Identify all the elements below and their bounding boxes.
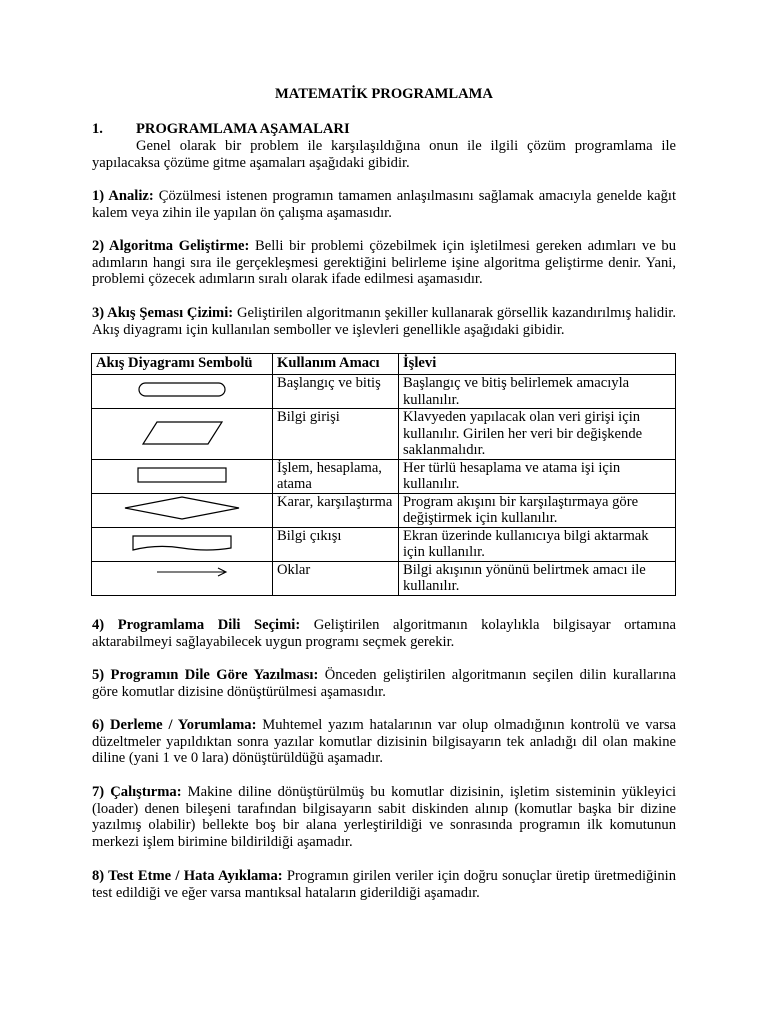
step-text: Çözülmesi istenen programın tamamen anlaşılmasını sağlamak amacıyla genelde kağıt kalem veya zihin ile yapılan ön çalışma aşamasıdır. xyxy=(92,188,677,221)
use-cell: Karar, karşılaştırma xyxy=(273,493,399,527)
step-text: Geliştirilen algoritmanın şekiller kullanarak görsellik kazandırılmış halidir. Akış diyagramı için kullanılan semboller ve işlevleri genellikle aşağıdaki gibidir. xyxy=(92,305,676,338)
step-text: Muhtemel yazım hatalarının var olup olmadığının kontrolü ve varsa düzeltmeler yapıldıktan sonra yazılar komutlar dizisinin bilgisayarın tek anladığı dil olan makine diline (yani 1 ve 0 lara) dönüştürüldüğü aşamadır. xyxy=(92,717,676,767)
function-cell: Klavyeden yapılacak olan veri girişi için kullanılır. Girilen her veri bir değişkende saklanmalıdır. xyxy=(399,409,676,460)
symbol-cell xyxy=(92,561,273,595)
function-cell: Başlangıç ve bitiş belirlemek amacıyla kullanılır. xyxy=(399,375,676,409)
step-label: 3) Akış Şeması Çizimi: xyxy=(92,305,234,321)
use-cell: Bilgi çıkışı xyxy=(273,527,399,561)
step-label: 1) Analiz: xyxy=(92,188,154,204)
function-cell: Bilgi akışının yönünü belirtmek amacı ile kullanılır. xyxy=(399,561,676,595)
section-heading-text: PROGRAMLAMA AŞAMALARI xyxy=(136,121,350,137)
page-title: MATEMATİK PROGRAMLAMA xyxy=(275,86,493,102)
step-label: 6) Derleme / Yorumlama: xyxy=(92,717,257,733)
use-cell: Oklar xyxy=(273,561,399,595)
step-text: Geliştirilen algoritmanın kolaylıkla bilgisayar ortamına aktarabilmeyi sağlayabilecek uygun programı seçmek gerekir. xyxy=(92,617,676,650)
symbol-cell xyxy=(92,375,273,409)
section-heading xyxy=(92,121,350,138)
table-row xyxy=(92,561,676,595)
function-cell: Ekran üzerinde kullanıcıya bilgi aktarmak için kullanılır. xyxy=(399,527,676,561)
step-text: Belli bir problemi çözebilmek için işletilmesi gereken adımları ve bu adımların hangi sıra ile gerçekleşmesi gerektiğini belirleme işine algoritma geliştirme denir. Yani, problemi çözecek adımların sıralı olarak ifade edilmesi aşamasıdır. xyxy=(92,238,676,288)
step-akis-semasi xyxy=(92,305,676,338)
step-calistirma xyxy=(92,784,676,851)
table-row xyxy=(92,409,676,460)
symbol-cell xyxy=(92,493,273,527)
step-derleme xyxy=(92,717,676,767)
symbol-cell xyxy=(92,527,273,561)
table-row xyxy=(92,375,676,409)
table-header-row xyxy=(92,354,676,375)
step-text: Programın girilen veriler için doğru sonuçlar üretip üretmediğinin test edildiği ve eğer varsa mantıksal hataların giderildiği aşamadır. xyxy=(92,868,676,901)
step-label: 7) Çalıştırma: xyxy=(92,784,182,800)
step-label: 4) Programlama Dili Seçimi: xyxy=(92,617,301,633)
function-cell: Program akışını bir karşılaştırmaya göre değiştirmek için kullanılır. xyxy=(399,493,676,527)
step-label: 5) Programın Dile Göre Yazılması: xyxy=(92,667,319,683)
step-algoritma xyxy=(92,238,676,288)
step-text: Makine diline dönüştürülmüş bu komutlar dizisinin, işletim sisteminin yükleyici (loader) denen bileşeni tarafından bilgisayarın sabit diskinden alınıp (komutlar başka bir dizine yazılmış olabilir) bellekte boş bir alana yerleştirildiği ve sonrasında programın ilk komutunun merkezi işlem birimine bildirildiği aşamadır. xyxy=(92,784,676,851)
output-document-icon xyxy=(127,528,237,558)
symbol-cell xyxy=(92,409,273,460)
step-label: 2) Algoritma Geliştirme: xyxy=(92,238,250,254)
step-dil-secimi xyxy=(92,617,676,650)
terminal-oval-icon xyxy=(132,375,232,405)
step-test xyxy=(92,868,676,901)
use-cell: İşlem, hesaplama, atama xyxy=(273,459,399,493)
step-text: Önceden geliştirilen algoritmanın seçilen dilin kurallarına göre komutlar dizisine dönüştürülmesi aşamasıdır. xyxy=(92,667,676,700)
process-rectangle-icon xyxy=(132,460,232,490)
section-intro: Genel olarak bir problem ile karşılaşıldığına onun ile ilgili çözüm programlama ile yapılacaksa çözüme gitme aşamaları aşağıdaki gibidir. xyxy=(92,138,676,171)
step-label: 8) Test Etme / Hata Ayıklama: xyxy=(92,868,283,884)
use-cell: Bilgi girişi xyxy=(273,409,399,460)
step-analiz xyxy=(92,188,676,221)
table-header: Kullanım Amacı xyxy=(273,354,399,375)
use-cell: Başlangıç ve bitiş xyxy=(273,375,399,409)
input-parallelogram-icon xyxy=(132,409,232,455)
table-row xyxy=(92,459,676,493)
decision-diamond-icon xyxy=(122,494,242,524)
flow-arrow-icon xyxy=(127,562,237,586)
flowchart-symbol-table xyxy=(91,353,676,596)
symbol-cell xyxy=(92,459,273,493)
table-row xyxy=(92,493,676,527)
section-number: 1. xyxy=(92,121,103,137)
table-header: Akış Diyagramı Sembolü xyxy=(92,354,273,375)
step-dile-gore-yazma xyxy=(92,667,676,700)
table-row xyxy=(92,527,676,561)
function-cell: Her türlü hesaplama ve atama işi için kullanılır. xyxy=(399,459,676,493)
table-header: İşlevi xyxy=(399,354,676,375)
